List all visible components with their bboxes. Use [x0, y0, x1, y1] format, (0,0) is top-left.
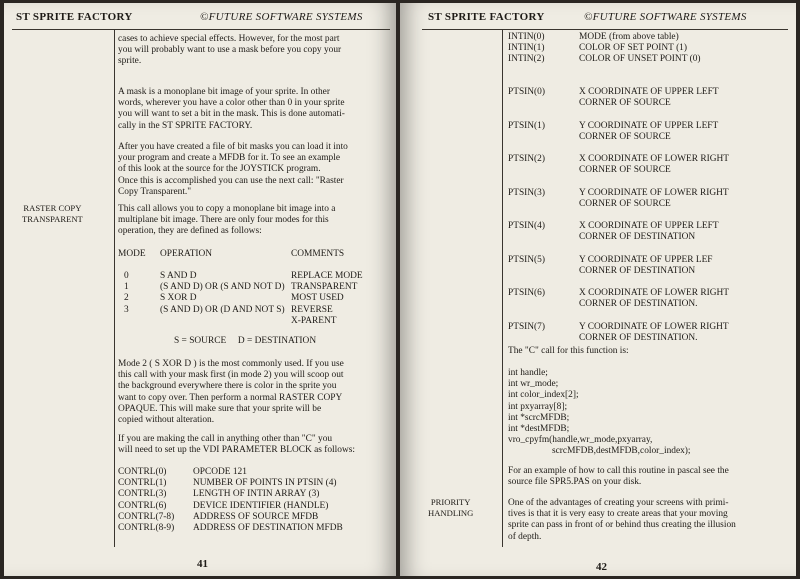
- param-desc: Y COORDINATE OF LOWER RIGHT: [579, 187, 729, 198]
- comment-cell: MOST USED: [291, 293, 344, 304]
- para2: [118, 87, 345, 132]
- para2-line: cally in the ST SPRITE FACTORY.: [118, 120, 253, 131]
- param-desc-cont: CORNER OF SOURCE: [579, 98, 671, 109]
- mode-cell: 1: [124, 282, 129, 293]
- code-line: int *destMFDB;: [508, 424, 570, 435]
- code-line: int wr_mode;: [508, 379, 559, 390]
- mode-cell: 0: [124, 271, 129, 281]
- table-row: [508, 32, 788, 43]
- param-desc-cont: CORNER OF DESTINATION.: [579, 332, 698, 343]
- mode-col-header: MODE: [118, 249, 146, 259]
- code-line: int handle;: [508, 368, 548, 378]
- param-desc-cont: CORNER OF DESTINATION.: [579, 299, 698, 310]
- param-desc-cont: CORNER OF SOURCE: [579, 165, 671, 176]
- table-row: [118, 467, 388, 478]
- table-row: [508, 43, 788, 54]
- para5-line: Mode 2 ( S XOR D ) is the most commonly used. If you use: [118, 359, 344, 369]
- param-name: CONTRL(8-9): [118, 522, 175, 533]
- table-row: [118, 271, 378, 282]
- param-desc: LENGTH OF INTIN ARRAY (3): [193, 489, 320, 500]
- para-example-line: source file SPR5.PAS on your disk.: [508, 477, 642, 488]
- para3-line: Copy Transparent.": [118, 186, 192, 197]
- param-name: CONTRL(6): [118, 500, 167, 511]
- para3-line: your program and create a MFDB for it. To see an example: [118, 153, 341, 164]
- param-name: PTSIN(5): [508, 254, 545, 265]
- para5-line: the background everywhere there is color in the sprite you: [118, 381, 337, 392]
- param-desc: OPCODE 121: [193, 467, 247, 477]
- param-name: PTSIN(7): [508, 321, 545, 332]
- left-margin-rule: [114, 29, 115, 547]
- param-name: PTSIN(0): [508, 87, 545, 97]
- param-desc: Y COORDINATE OF UPPER LEF: [579, 254, 713, 265]
- table-row: [118, 523, 388, 534]
- ptsin-table: [508, 87, 788, 355]
- right-header-company: ©FUTURE SOFTWARE SYSTEMS: [584, 11, 747, 23]
- operation-cell: (S AND D) OR (D AND NOT S): [160, 304, 285, 315]
- table-row: [118, 316, 378, 327]
- para5-line: this call with your mask first (in mode 2) you will scoop out: [118, 370, 344, 381]
- param-desc: ADDRESS OF DESTINATION MFDB: [193, 522, 343, 533]
- table-row: [508, 54, 788, 65]
- para5: [118, 359, 344, 426]
- contrl-table: [118, 467, 388, 534]
- table-row: [118, 512, 388, 523]
- comment-cell: TRANSPARENT: [291, 282, 358, 293]
- table-row: [118, 478, 388, 489]
- para2-line: you will want to set a bit in the mask. This is done automati-: [118, 109, 345, 120]
- para1-line: you will probably want to use a mask before you copy your: [118, 45, 342, 56]
- c-call-intro: The "C" call for this function is:: [508, 346, 629, 356]
- comments-col-header: COMMENTS: [291, 249, 345, 259]
- table-row: [118, 282, 378, 293]
- intin-table: [508, 32, 788, 66]
- left-page: [4, 3, 396, 576]
- code-line: vro_cpyfm(handle,wr_mode,pxyarray,: [508, 435, 653, 446]
- para4: [118, 204, 335, 238]
- table-row: [508, 288, 788, 322]
- mode-cell: 3: [124, 304, 129, 315]
- side-label-line: PRIORITY: [430, 497, 471, 507]
- code-line: int *scrcMFDB;: [508, 412, 570, 423]
- para-priority-line: One of the advantages of creating your screens with primi-: [508, 498, 729, 508]
- param-name: CONTRL(1): [118, 478, 167, 489]
- page-number: 41: [197, 558, 208, 570]
- para4-line: This call allows you to copy a monoplane bit image into a: [118, 204, 336, 214]
- para6-line: will need to set up the VDI PARAMETER BLOCK as follows:: [118, 445, 355, 456]
- para1-line: cases to achieve special effects. However, for the most part: [118, 34, 340, 44]
- page-number: 42: [596, 561, 607, 573]
- para3-line: Once this is accomplished you can use the next call: "Raster: [118, 175, 344, 186]
- table-row: [508, 221, 788, 255]
- right-margin-rule: [502, 29, 503, 547]
- para5-line: want to copy over. Then perform a normal RASTER COPY: [118, 392, 343, 403]
- comment-cell: X-PARENT: [291, 315, 337, 326]
- para5-line: OPAQUE. This will make sure that your sprite will be: [118, 403, 322, 414]
- side-label-line: RASTER COPY: [23, 203, 82, 213]
- para3-line: After you have created a file of bit masks you can load it into: [118, 142, 348, 152]
- param-desc: Y COORDINATE OF LOWER RIGHT: [579, 321, 729, 332]
- param-name: PTSIN(1): [508, 120, 545, 131]
- code-line: int color_index[2];: [508, 390, 579, 401]
- table-row: [508, 255, 788, 289]
- para-example-line: For an example of how to call this routine in pascal see the: [508, 466, 729, 476]
- param-desc: ADDRESS OF SOURCE MFDB: [193, 511, 319, 522]
- param-name: CONTRL(3): [118, 489, 167, 500]
- table-row: [118, 305, 378, 316]
- para6: [118, 434, 355, 456]
- param-desc: X COORDINATE OF LOWER RIGHT: [579, 288, 729, 298]
- param-desc: NUMBER OF POINTS IN PTSIN (4): [193, 478, 337, 489]
- param-name: PTSIN(2): [508, 154, 545, 164]
- table-row: [508, 87, 788, 121]
- param-desc: Y COORDINATE OF UPPER LEFT: [579, 120, 719, 131]
- param-name: INTIN(1): [508, 43, 545, 54]
- left-header-rule: [12, 29, 390, 30]
- side-label-line: HANDLING: [428, 507, 474, 518]
- param-name: INTIN(2): [508, 54, 545, 65]
- para2-line: A mask is a monoplane bit image of your sprite. In other: [118, 87, 330, 97]
- right-page: [400, 3, 796, 576]
- table-row: [118, 501, 388, 512]
- param-desc-cont: CORNER OF SOURCE: [579, 131, 671, 142]
- table-row: [118, 489, 388, 500]
- left-header-company: ©FUTURE SOFTWARE SYSTEMS: [200, 11, 363, 23]
- table-row: [508, 154, 788, 188]
- right-header-rule: [422, 29, 788, 30]
- right-header-title: ST SPRITE FACTORY: [428, 11, 545, 23]
- param-desc: X COORDINATE OF UPPER LEFT: [579, 221, 719, 231]
- mode-table-body: [118, 271, 378, 331]
- mode-cell: 2: [124, 293, 129, 304]
- side-label-priority-handling: [428, 497, 473, 518]
- operation-col-header: OPERATION: [160, 249, 213, 259]
- param-name: PTSIN(3): [508, 187, 545, 198]
- para3: [118, 142, 348, 198]
- param-name: CONTRL(7-8): [118, 511, 175, 522]
- side-label-raster-copy: [22, 203, 83, 224]
- code-line: scrcMFDB,destMFDB,color_index);: [552, 446, 691, 457]
- para2-line: words, wherever you have a color other than 0 in your sprite: [118, 98, 345, 109]
- para-example: [508, 466, 729, 488]
- param-desc: COLOR OF SET POINT (1): [579, 43, 687, 54]
- side-label-line: TRANSPARENT: [22, 213, 83, 224]
- operation-cell: S XOR D: [160, 293, 197, 304]
- left-header-title: ST SPRITE FACTORY: [16, 11, 133, 23]
- code-line: int pxyarray[8];: [508, 401, 568, 412]
- operation-cell: S AND D: [160, 271, 197, 281]
- source-destination-legend: S = SOURCE D = DESTINATION: [174, 336, 317, 346]
- param-desc: X COORDINATE OF UPPER LEFT: [579, 87, 719, 97]
- param-desc: DEVICE IDENTIFIER (HANDLE): [193, 500, 329, 511]
- param-desc-cont: CORNER OF DESTINATION: [579, 265, 696, 276]
- param-desc-cont: CORNER OF SOURCE: [579, 198, 671, 209]
- comment-cell: REPLACE MODE: [291, 271, 363, 281]
- para6-line: If you are making the call in anything other than "C" you: [118, 434, 333, 444]
- param-name: PTSIN(6): [508, 288, 545, 298]
- para-priority: [508, 498, 736, 543]
- param-desc: MODE (from above table): [579, 32, 679, 42]
- table-row: [508, 188, 788, 222]
- param-desc-cont: CORNER OF DESTINATION: [579, 232, 696, 243]
- param-name: INTIN(0): [508, 32, 545, 42]
- param-desc: X COORDINATE OF LOWER RIGHT: [579, 154, 729, 164]
- param-desc: COLOR OF UNSET POINT (0): [579, 54, 701, 65]
- para-priority-line: tives is that it is very easy to create areas that your moving: [508, 509, 728, 520]
- para-priority-line: of depth.: [508, 531, 542, 542]
- param-name: PTSIN(4): [508, 221, 545, 231]
- para1-line: sprite.: [118, 56, 142, 67]
- table-row: [508, 121, 788, 155]
- operation-cell: (S AND D) OR (S AND NOT D): [160, 282, 285, 293]
- table-row: [118, 293, 378, 304]
- c-code-block: [508, 368, 691, 458]
- para5-line: copied without alteration.: [118, 415, 215, 426]
- para4-line: operation, they are defined as follows:: [118, 226, 262, 237]
- comment-cell: REVERSE: [291, 304, 333, 315]
- para1: [118, 34, 341, 68]
- para-priority-line: sprite can pass in front of or behind thus creating the illusion: [508, 520, 736, 531]
- param-name: CONTRL(0): [118, 467, 167, 477]
- para3-line: of this look at the source for the JOYSTICK program.: [118, 164, 321, 175]
- para4-line: multiplane bit image. There are only four modes for this: [118, 215, 329, 226]
